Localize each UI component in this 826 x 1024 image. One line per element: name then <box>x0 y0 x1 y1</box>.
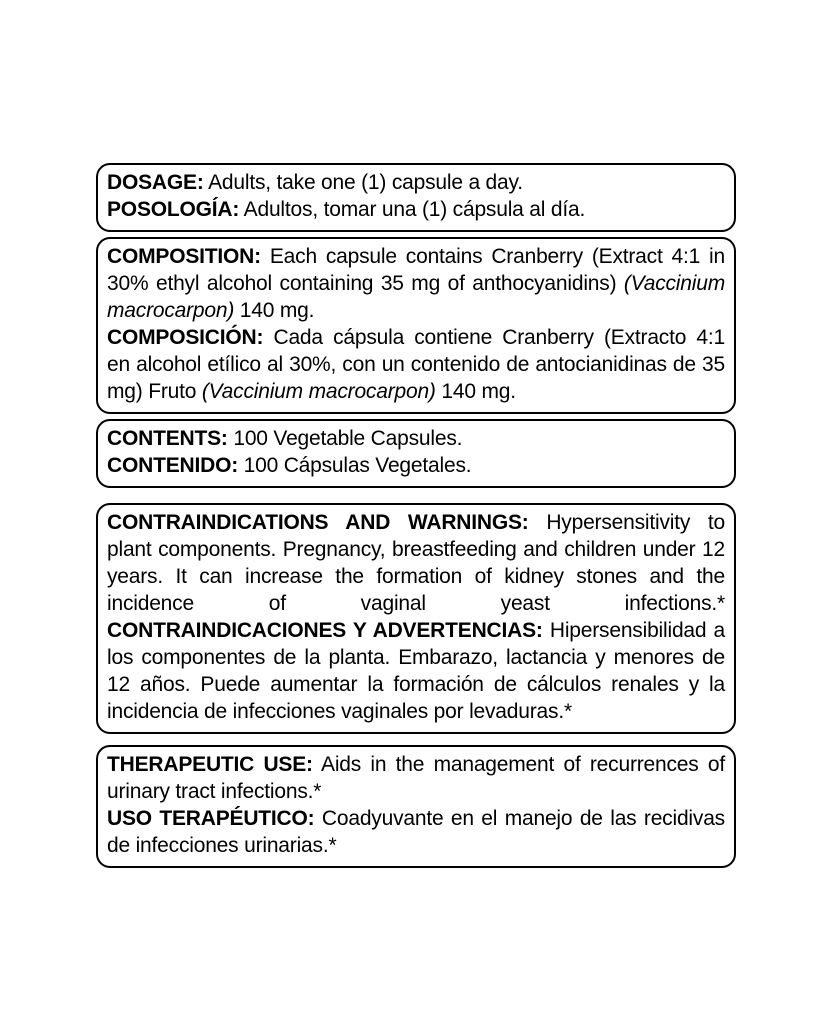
therapeutic-use-heading-en: THERAPEUTIC USE: <box>107 753 313 776</box>
contraindications-paragraph-en <box>107 509 725 617</box>
therapeutic-use-text-es: Coadyuvante en el manejo de las recidivas de infecciones urinarias.* <box>107 807 725 857</box>
contraindications-text-es: Hipersensibilidad a los componentes de la planta. Embarazo, lactancia y menores de 12 años. Puede aumentar la formación de cálculos renales y la incidencia de infecciones vaginales por levaduras.* <box>107 619 726 723</box>
dosage-heading-es: POSOLOGÍA: <box>107 198 240 221</box>
contraindications-heading-es: CONTRAINDICACIONES Y ADVERTENCIAS: <box>107 619 543 642</box>
composition-tail-en: 140 mg. <box>239 299 315 322</box>
therapeutic-use-box <box>96 745 736 868</box>
supplement-label <box>96 163 736 868</box>
composition-heading-en: COMPOSITION: <box>107 245 261 268</box>
dosage-text-es: Adultos, tomar una (1) cápsula al día. <box>243 198 586 221</box>
dosage-box <box>96 163 736 232</box>
composition-species-name-es: (Vaccinium macrocarpon) <box>201 380 436 403</box>
contents-heading-es: CONTENIDO: <box>107 454 238 477</box>
dosage-paragraph-es <box>107 196 725 223</box>
composition-paragraph-en <box>107 243 725 324</box>
composition-tail-es: 140 mg. <box>441 380 516 403</box>
therapeutic-use-paragraph-es <box>107 805 725 859</box>
contraindications-box <box>96 503 736 734</box>
contents-heading-en: CONTENTS: <box>107 427 228 450</box>
contents-paragraph-en <box>107 425 725 452</box>
composition-text-en: Each capsule contains Cranberry (Extract 4:1 in 30% ethyl alcohol containing 35 mg of anthocyanidins) <box>107 245 725 295</box>
dosage-paragraph-en <box>107 169 725 196</box>
contraindications-paragraph-es <box>107 617 725 725</box>
contraindications-heading-en: CONTRAINDICATIONS AND WARNINGS: <box>107 511 529 534</box>
composition-species-name-en: (Vaccinium macrocarpon) <box>107 272 725 322</box>
composition-box <box>96 237 736 414</box>
contents-paragraph-es <box>107 452 725 479</box>
therapeutic-use-paragraph-en <box>107 751 725 805</box>
contraindications-text-en: Hypersensitivity to plant components. Pregnancy, breastfeeding and children under 12 years. It can increase the formation of kidney stones and the incidence of vaginal yeast infections.* <box>107 511 725 615</box>
contents-text-es: 100 Cápsulas Vegetales. <box>243 454 472 477</box>
composition-paragraph-es <box>107 324 725 405</box>
dosage-text-en: Adults, take one (1) capsule a day. <box>208 171 523 194</box>
contents-text-en: 100 Vegetable Capsules. <box>233 427 463 450</box>
composition-heading-es: COMPOSICIÓN: <box>107 326 264 349</box>
contents-box <box>96 419 736 488</box>
composition-text-es: Cada cápsula contiene Cranberry (Extracto 4:1 en alcohol etílico al 30%, con un contenido de antocianidinas de 35 mg) Fruto <box>107 326 725 403</box>
therapeutic-use-heading-es: USO TERAPÉUTICO: <box>107 807 315 830</box>
dosage-heading-en: DOSAGE: <box>107 171 204 194</box>
therapeutic-use-text-en: Aids in the management of recurrences of urinary tract infections.* <box>107 753 726 803</box>
